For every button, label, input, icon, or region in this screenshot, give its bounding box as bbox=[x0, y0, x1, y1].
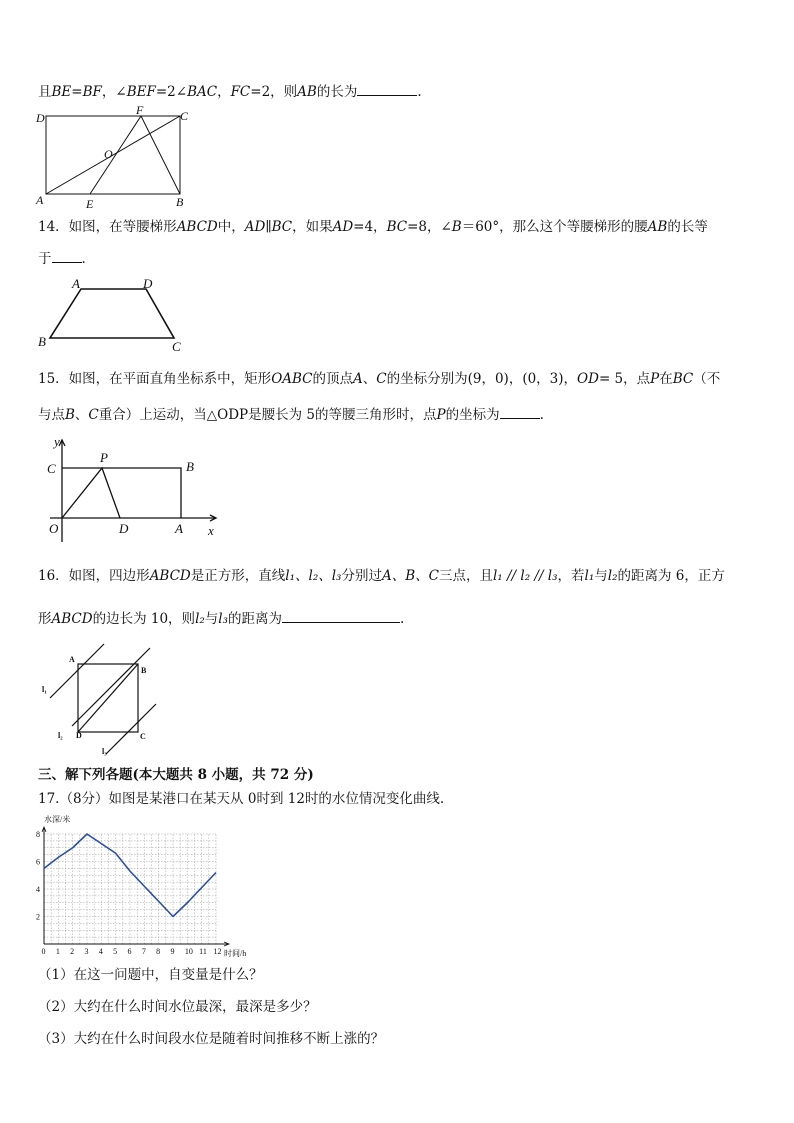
y-tick-label: 4 bbox=[36, 885, 40, 894]
q15-p: P bbox=[436, 407, 446, 423]
y-axis-label: 水深/米 bbox=[44, 815, 71, 824]
q16-t: 是正方形，直线 bbox=[190, 568, 286, 584]
q16-t: ，若 bbox=[557, 568, 585, 584]
q13-t: . bbox=[417, 84, 422, 100]
q15-t: （不 bbox=[693, 371, 721, 387]
q16-par: l₁ // l₂ // l₃ bbox=[492, 568, 558, 584]
q16-lines: l₁、l₂、l₃ bbox=[285, 568, 342, 584]
q15-t: ， bbox=[563, 371, 578, 387]
q13-bebf: BE=BF bbox=[51, 84, 102, 100]
q16-l2: l₂ bbox=[195, 611, 205, 627]
q15-t: 在 bbox=[659, 371, 673, 387]
q14-figure bbox=[36, 276, 196, 356]
x-tick-label: 0 bbox=[41, 947, 46, 956]
q14-t: =4， bbox=[353, 219, 387, 235]
label-c: C bbox=[172, 339, 181, 354]
x-axis-label: 时间/h bbox=[224, 949, 247, 958]
answer-blank[interactable] bbox=[500, 405, 540, 419]
q16-t: 与 bbox=[204, 611, 219, 627]
line-l1 bbox=[50, 644, 104, 698]
label-c: C bbox=[140, 732, 146, 741]
q16-t: 分别过 bbox=[341, 568, 382, 584]
x-tick-label: 8 bbox=[156, 947, 161, 956]
q15-t: 的顶点 bbox=[312, 371, 354, 387]
q16-line2 bbox=[38, 609, 404, 628]
q13-fc: FC bbox=[230, 84, 251, 100]
q15-t: 、 bbox=[74, 407, 89, 423]
q15-c: C bbox=[88, 407, 99, 423]
rectangle-oabc bbox=[62, 468, 181, 518]
q14-t: . bbox=[81, 251, 86, 267]
q13-t: 且 bbox=[38, 84, 52, 100]
q15-t: = 5，点 bbox=[598, 371, 651, 387]
q15-p: P bbox=[650, 371, 660, 387]
q14-t: 中， bbox=[217, 219, 245, 235]
x-tick-label: 11 bbox=[199, 947, 207, 956]
q13-bac: BAC bbox=[187, 84, 218, 100]
q14-t: 的长等 bbox=[667, 219, 708, 235]
x-tick-label: 2 bbox=[70, 947, 75, 956]
q15-t: . bbox=[539, 407, 544, 423]
answer-blank[interactable] bbox=[357, 82, 417, 96]
line-l3 bbox=[106, 704, 156, 754]
q14-abcd: ABCD bbox=[176, 219, 218, 235]
q13-text bbox=[38, 82, 422, 101]
label-l1: l₁ bbox=[42, 685, 47, 694]
x-tick-label: 12 bbox=[213, 947, 222, 956]
q15-t: 重合）上运动，当△ODP是腰长为 5的等腰三角形时，点 bbox=[98, 407, 437, 423]
q16-t: 形 bbox=[38, 611, 52, 627]
label-a: A bbox=[175, 521, 183, 536]
q16-line1 bbox=[38, 567, 725, 585]
q16-t: 的距离为 6，正方 bbox=[617, 568, 725, 584]
q17-sub1: （1）在这一问题中，自变量是什么？ bbox=[38, 967, 263, 983]
label-c: C bbox=[180, 109, 189, 123]
label-d: D bbox=[119, 521, 129, 536]
q15-t: ， bbox=[508, 371, 523, 387]
label-d: D bbox=[76, 731, 82, 740]
label-l3: l₃ bbox=[102, 747, 107, 756]
q15-c: C bbox=[376, 371, 387, 387]
q16-t: 16．如图，四边形 bbox=[38, 568, 150, 584]
q15-line2 bbox=[38, 405, 544, 424]
y-tick-label: 6 bbox=[36, 857, 40, 867]
label-f: F bbox=[136, 103, 144, 117]
q14-line2 bbox=[38, 249, 86, 268]
q13-t: 的长为 bbox=[316, 84, 358, 100]
x-tick-label: 6 bbox=[127, 947, 132, 956]
q15-b: B bbox=[65, 407, 75, 423]
answer-blank[interactable] bbox=[52, 249, 82, 263]
label-b: B bbox=[38, 334, 46, 349]
q16-t: 的边长为 10，则 bbox=[92, 611, 196, 627]
label-d: D bbox=[36, 111, 45, 125]
y-tick-label: 8 bbox=[36, 830, 40, 839]
diagonal-ac bbox=[46, 116, 180, 194]
q15-figure bbox=[40, 436, 230, 548]
q15-oabc: OABC bbox=[271, 371, 313, 387]
q16-figure bbox=[38, 640, 168, 760]
q15-coord-c: (0，3) bbox=[522, 371, 564, 387]
q15-t: 的坐标分别为 bbox=[386, 371, 468, 387]
x-tick-label: 4 bbox=[98, 947, 103, 956]
q15-od: OD bbox=[577, 371, 599, 387]
x-tick-label: 3 bbox=[84, 947, 89, 956]
q17-sub3: （3）大约在什么时间段水位是随着时间推移不断上涨的？ bbox=[38, 1031, 385, 1047]
q13-t: =2，则 bbox=[250, 84, 298, 100]
q15-t: 、 bbox=[362, 371, 377, 387]
label-c: C bbox=[47, 461, 56, 476]
water-level-chart bbox=[26, 812, 246, 962]
q14-ad: AD bbox=[332, 219, 354, 235]
q15-line1 bbox=[38, 370, 720, 388]
y-tick-label: 2 bbox=[36, 912, 40, 922]
q14-t: 14．如图，在等腰梯形 bbox=[38, 219, 177, 235]
q15-t: 的坐标为 bbox=[445, 407, 500, 423]
label-b: B bbox=[186, 459, 194, 474]
label-x: x bbox=[208, 523, 214, 538]
segment-ef bbox=[90, 116, 141, 194]
label-b: B bbox=[141, 666, 147, 675]
q14-adbc: AD∥BC bbox=[244, 219, 293, 235]
q17-sub2: （2）大约在什么时间水位最深，最深是多少？ bbox=[38, 999, 317, 1015]
q16-pts: A、B、C bbox=[381, 568, 439, 584]
q16-l3: l₃ bbox=[218, 611, 229, 627]
answer-blank[interactable] bbox=[282, 609, 400, 623]
label-a: A bbox=[72, 276, 80, 291]
q14-t: ，如果 bbox=[292, 219, 333, 235]
q16-t: 三点，且 bbox=[438, 568, 493, 584]
q13-t: =2∠ bbox=[155, 84, 188, 100]
q14-line1 bbox=[38, 218, 708, 236]
chart-axes bbox=[42, 827, 229, 946]
label-o: O bbox=[104, 147, 113, 161]
q14-ab: AB bbox=[647, 219, 668, 235]
q13-ab: AB bbox=[297, 84, 317, 100]
q16-l2: l₂ bbox=[607, 568, 618, 584]
label-e: E bbox=[86, 197, 94, 211]
x-tick-label: 7 bbox=[141, 947, 146, 956]
q16-abcd: ABCD bbox=[149, 568, 191, 584]
diagonal-db bbox=[78, 664, 138, 732]
q16-t: . bbox=[400, 611, 405, 627]
q16-t: 的距离为 bbox=[228, 611, 283, 627]
label-l2: l₂ bbox=[58, 731, 63, 740]
q14-t: =8，∠ bbox=[407, 219, 452, 235]
label-a: A bbox=[69, 655, 75, 664]
q13-figure bbox=[34, 103, 194, 211]
label-b: B bbox=[176, 195, 184, 209]
x-tick-label: 9 bbox=[170, 947, 175, 956]
label-y: y bbox=[54, 434, 60, 449]
q14-bc: BC bbox=[386, 219, 408, 235]
q15-a: A bbox=[353, 371, 363, 387]
x-tick-label: 5 bbox=[113, 947, 118, 956]
q17-title: 17.（8分）如图是某港口在某天从 0时到 12时的水位情况变化曲线. bbox=[38, 791, 445, 807]
q13-bef: BEF bbox=[126, 84, 156, 100]
label-d: D bbox=[143, 276, 153, 291]
label-o: O bbox=[49, 521, 59, 536]
q15-t: 与点 bbox=[38, 407, 65, 423]
x-tick-label: 10 bbox=[184, 947, 193, 956]
trapezoid-abcd bbox=[50, 289, 174, 338]
q14-t: 于 bbox=[38, 251, 52, 267]
q15-t: 15．如图，在平面直角坐标系中，矩形 bbox=[38, 371, 272, 387]
label-p: P bbox=[100, 450, 108, 465]
q14-t: ＝60°，那么这个等腰梯形的腰 bbox=[461, 219, 648, 235]
q13-t: ， bbox=[217, 84, 231, 100]
x-tick-label: 1 bbox=[55, 947, 60, 956]
q16-abcd: ABCD bbox=[51, 611, 93, 627]
q16-l1: l₁ bbox=[584, 568, 595, 584]
triangle-odp bbox=[62, 468, 120, 518]
q14-b: B bbox=[451, 219, 462, 235]
q13-t: ，∠ bbox=[101, 84, 127, 100]
label-a: A bbox=[36, 193, 44, 207]
q16-t: 与 bbox=[594, 568, 608, 584]
q15-bc: BC bbox=[672, 371, 694, 387]
q15-coord-a: (9，0) bbox=[467, 371, 509, 387]
section-heading: 三、解下列各题(本大题共 8 小题，共 72 分) bbox=[38, 767, 314, 783]
